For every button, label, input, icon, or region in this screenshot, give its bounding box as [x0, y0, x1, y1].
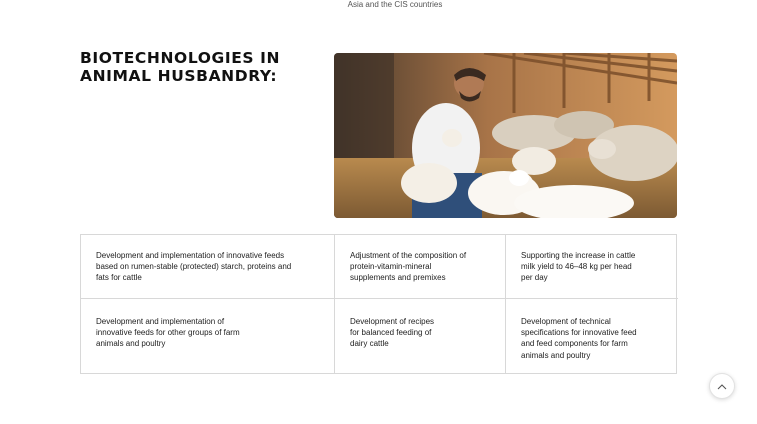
grid-cell: Development of recipes for balanced feeding of dairy cattle: [335, 299, 506, 373]
grid-cell: Development and implementation of innovative feeds for other groups of farm animals and poultry: [81, 299, 335, 373]
biotech-list-grid: [80, 234, 677, 374]
grid-cell: Supporting the increase in cattle milk yield to 46–48 kg per head per day: [506, 235, 678, 299]
chevron-up-icon: [717, 377, 727, 395]
previous-section-text: Asia and the CIS countries: [347, 0, 443, 9]
section-heading-line-1: BIOTECHNOLOGIES IN: [80, 49, 281, 67]
grid-cell: Adjustment of the composition of protein-vitamin-mineral supplements and premixes: [335, 235, 506, 299]
scroll-to-top-button[interactable]: [709, 373, 735, 399]
grid-cell: Development and implementation of innovative feeds based on rumen-stable (protected) starch, proteins and fats for cattle: [81, 235, 335, 299]
section-heading: [80, 49, 320, 85]
section-heading-line-2: ANIMAL HUSBANDRY:: [80, 67, 278, 85]
grid-cell: Development of technical specifications for innovative feed and feed components for farm animals and poultry: [521, 317, 637, 360]
barn-lambs-photo: [334, 53, 677, 218]
